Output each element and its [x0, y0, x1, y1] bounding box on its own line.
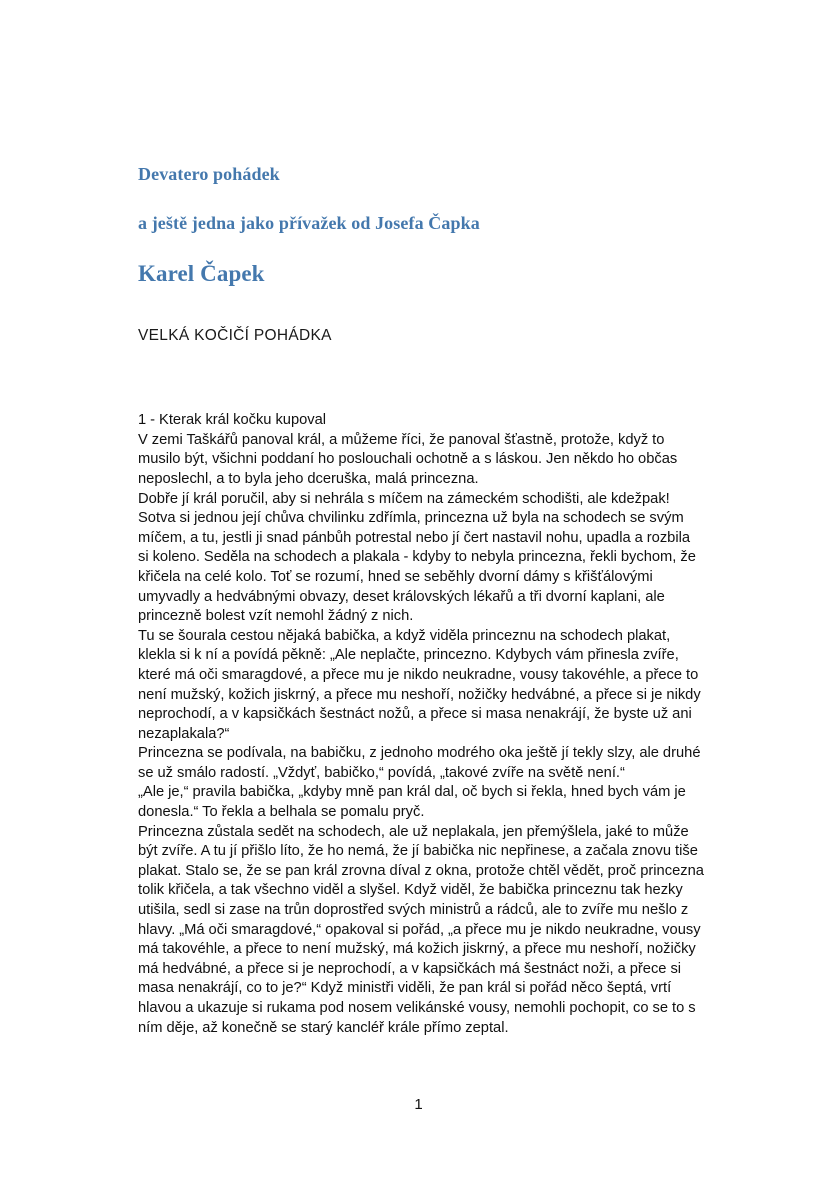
body-text [138, 345, 708, 1077]
body-paragraph: Princezna se podívala, na babičku, z jednoho modrého oka ještě jí tekly slzy, ale druhé se už smálo radostí. „Vždyť, babičko,“ povídá, „takové zvíře na světě není.“ [138, 745, 705, 781]
page-title: Devatero pohádek [138, 164, 280, 184]
body-paragraph: V zemi Taškářů panoval král, a můžeme říci, že panoval šťastně, protože, když to musilo být, všichni poddaní ho poslouchali ochotně a s láskou. Jen někdo ho občas neposlechl, a to byla jeho dceruška, malá princezna. [138, 431, 682, 487]
document-author: Karel Čapek [138, 261, 265, 286]
chapter-label: 1 - Kterak král kočku kupoval [138, 412, 327, 429]
page-content [138, 0, 708, 1077]
section-heading: VELKÁ KOČIČÍ POHÁDKA [138, 327, 332, 344]
document-subtitle: a ještě jedna jako přívažek od Josefa Čapka [138, 213, 480, 233]
body-paragraph: „Ale je,“ pravila babička, „kdyby mně pan král dal, oč bych si řekla, hned bych vám je donesla.“ To řekla a belhala se pomalu pryč. [138, 784, 690, 821]
body-paragraph: Princezna zůstala sedět na schodech, ale už neplakala, jen přemýšlela, jaké to může být zvíře. A tu jí přišlo líto, že ho nemá, že jí babička nic nepřinese, a začala znovu tiše plakat. Stalo se, že se pan král zrovna díval z okna, protože chtěl vědět, proč princezna tolik křičela, a tak všechno viděl a slyšel. Když viděl, že babička princeznu tak hezky utišila, sedl si zase na trůn doprostřed svých ministrů a rádců, ale to zvíře mu nešlo z hlavy. „Má oči smaragdové,“ opakoval si pořád, „a přece mu je nikdo neukradne, vousy má takovéhle, a přece to není mužský, má kožich jiskrný, a přece mu neshoří, nožičky má hedvábné, a přece si je neprochodí, a v kapsičkách má šestnáct noži, a přece si masa nenakrájí, co to je?“ Když ministři viděli, že pan král si pořád něco šeptá, vrtí hlavou a ukazuje si rukama pod nosem velikánské vousy, nemohli pochopit, co se to s ním děje, až konečně se starý kancléř krále přímo zeptal. [138, 823, 708, 1036]
body-paragraph: Tu se šourala cestou nějaká babička, a když viděla princeznu na schodech plakat, klekla si k ní a povídá pěkně: „Ale neplačte, princezno. Kdybych vám přinesla zvíře, které má oči smaragdové, a přece mu je nikdo neukradne, vousy takovéhle, a přece to není mužský, kožich jiskrný, a přece mu neshoří, nožičky hedvábné, a přece si je nikdy neprochodí, a v kapsičkách šestnáct nožů, a přece si masa nenakrájí, že byste už ani nezaplakala?“ [138, 627, 705, 742]
page-number: 1 [414, 1096, 423, 1113]
body-paragraph: Dobře jí král poručil, aby si nehrála s míčem na zámeckém schodišti, ale kdežpak! Sotva si jednou její chůva chvilinku zdřímla, princezna už byla na schodech se svým míčem, a tu, jestli ji snad pánbůh potrestal nebo jí čert nastavil nohu, upadla a rozbila si koleno. Seděla na schodech a plakala - kdyby to nebyla princezna, řekli bychom, že křičela na celé kolo. Toť se rozumí, hned se seběhly dvorní dámy s křišťálovými umyvadly a hedvábnými obvazy, deset královských lékařů a tři dvorní kaplani, ale princezně bolest vzít nemohl žádný z nich. [138, 490, 700, 625]
